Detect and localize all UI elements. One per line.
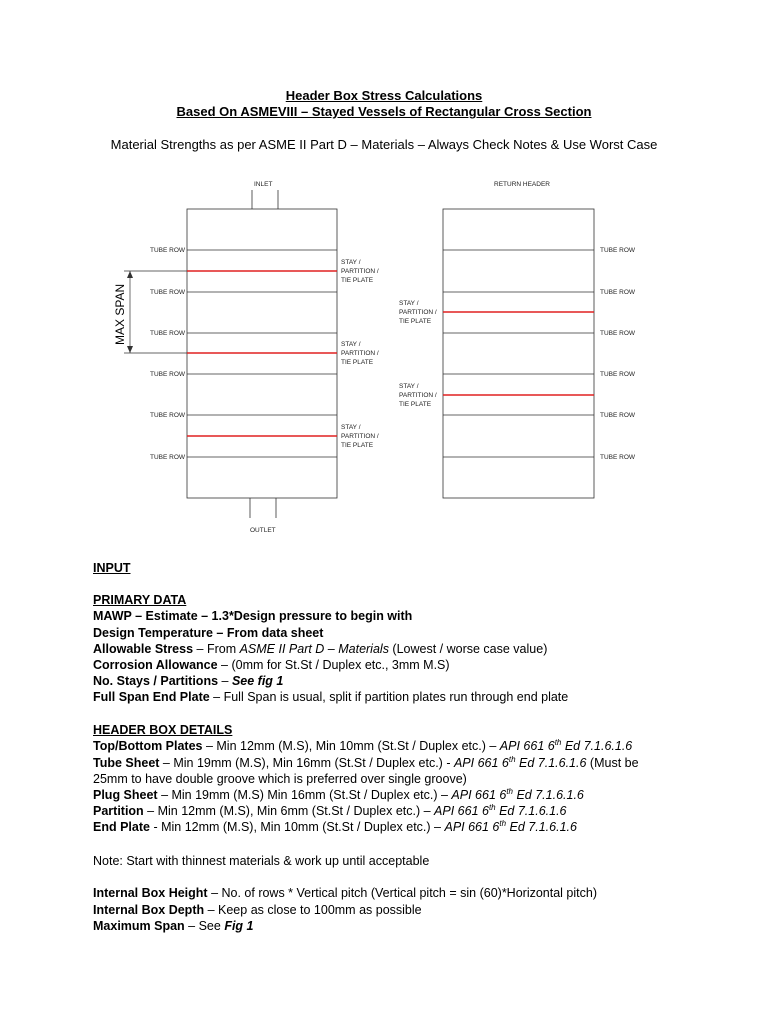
allowable-stress-note: (Lowest / worse case value) bbox=[388, 642, 548, 656]
return-header-label: RETURN HEADER bbox=[494, 181, 550, 188]
tube-row-label: TUBE ROW bbox=[150, 371, 186, 378]
stays-dash: – bbox=[218, 674, 232, 688]
plug-sheet-text: – Min 19mm (M.S) Min 16mm (St.St / Duplex etc.) – bbox=[157, 788, 452, 802]
end-plate-detail-line bbox=[93, 820, 577, 834]
tube-row-label: TUBE ROW bbox=[150, 454, 186, 461]
tube-row-label: TUBE ROW bbox=[150, 412, 186, 419]
subtitle: Material Strengths as per ASME II Part D – Materials – Always Check Notes & Use Worst Case bbox=[110, 137, 658, 152]
left-header-box bbox=[113, 181, 379, 534]
maximum-span-label: Maximum Span bbox=[93, 919, 185, 933]
header-box-details-heading: HEADER BOX DETAILS bbox=[93, 723, 233, 737]
stay-label: TIE PLATE bbox=[399, 401, 432, 408]
tube-sheet-text: – Min 19mm (M.S), Min 16mm (St.St / Duplex etc.) - bbox=[159, 756, 454, 770]
tube-row-label: TUBE ROW bbox=[600, 247, 636, 254]
maximum-span-ref: Fig 1 bbox=[224, 919, 254, 933]
tube-sheet-note: (Must be bbox=[586, 756, 639, 770]
stay-label: TIE PLATE bbox=[399, 318, 432, 325]
tube-row-label: TUBE ROW bbox=[600, 289, 636, 296]
end-plate-label: Full Span End Plate bbox=[93, 690, 210, 704]
corrosion-text: – (0mm for St.St / Duplex etc., 3mm M.S) bbox=[217, 658, 450, 672]
stay-label: STAY / bbox=[341, 259, 361, 266]
end-plate-text: – Full Span is usual, split if partition plates run through end plate bbox=[209, 690, 569, 704]
stay-label: TIE PLATE bbox=[341, 442, 374, 449]
tube-sheet-label: Tube Sheet bbox=[93, 756, 160, 770]
internal-box-depth-line bbox=[93, 903, 422, 917]
top-bottom-text: – Min 12mm (M.S), Min 10mm (St.St / Duplex etc.) – bbox=[202, 739, 500, 753]
api-ref: API 661 6th Ed 7.1.6.1.6 bbox=[444, 818, 577, 834]
corrosion-label: Corrosion Allowance bbox=[93, 658, 218, 672]
tube-row-label: TUBE ROW bbox=[600, 454, 636, 461]
plug-sheet-line bbox=[93, 788, 584, 802]
stay-label: STAY / bbox=[399, 383, 419, 390]
allowable-stress-label: Allowable Stress bbox=[93, 642, 194, 656]
design-temp-line bbox=[93, 626, 323, 640]
allowable-stress-text: – From bbox=[193, 642, 240, 656]
mawp-line bbox=[93, 609, 412, 623]
api-ref: API 661 6th Ed 7.1.6.1.6 bbox=[434, 802, 567, 818]
stay-label: STAY / bbox=[341, 341, 361, 348]
inlet-label: INLET bbox=[254, 181, 273, 188]
tube-sheet-line bbox=[93, 756, 639, 770]
stay-label: STAY / bbox=[341, 424, 361, 431]
corrosion-line bbox=[93, 658, 450, 672]
maximum-span-line bbox=[93, 919, 253, 933]
stay-label: TIE PLATE bbox=[341, 359, 374, 366]
mawp-text: MAWP – Estimate – 1.3*Design pressure to begin with bbox=[93, 609, 413, 623]
allowable-stress-ref: ASME II Part D – Materials bbox=[239, 642, 389, 656]
partition-text: – Min 12mm (M.S), Min 6mm (St.St / Duplex etc.) – bbox=[143, 804, 435, 818]
internal-box-height-line bbox=[93, 886, 597, 900]
api-ref: API 661 6th Ed 7.1.6.1.6 bbox=[451, 786, 584, 802]
tube-row-label: TUBE ROW bbox=[600, 330, 636, 337]
end-plate-detail-label: End Plate bbox=[93, 820, 150, 834]
internal-box-height-text: – No. of rows * Vertical pitch (Vertical pitch = sin (60)*Horizontal pitch) bbox=[207, 886, 597, 900]
partition-label: Partition bbox=[93, 804, 144, 818]
plug-sheet-label: Plug Sheet bbox=[93, 788, 158, 802]
stay-label: STAY / bbox=[399, 300, 419, 307]
top-bottom-label: Top/Bottom Plates bbox=[93, 739, 203, 753]
title-line-2: Based On ASMEVIII – Stayed Vessels of Rectangular Cross Section bbox=[176, 104, 592, 119]
end-plate-detail-text: - Min 12mm (M.S), Min 10mm (St.St / Duplex etc.) – bbox=[149, 820, 445, 834]
return-header-box bbox=[399, 181, 636, 498]
stays-label: No. Stays / Partitions bbox=[93, 674, 219, 688]
allowable-stress-line bbox=[93, 642, 547, 656]
partition-line bbox=[93, 804, 567, 818]
stay-label: PARTITION / bbox=[399, 309, 437, 316]
input-heading: INPUT bbox=[93, 561, 131, 575]
design-temp-label: Design Temperature bbox=[93, 626, 213, 640]
top-bottom-line bbox=[93, 739, 632, 753]
tube-row-label: TUBE ROW bbox=[150, 247, 186, 254]
stay-label: PARTITION / bbox=[399, 392, 437, 399]
stay-label: PARTITION / bbox=[341, 268, 379, 275]
api-ref: API 661 6th Ed 7.1.6.1.6 bbox=[499, 737, 633, 753]
tube-row-label: TUBE ROW bbox=[150, 330, 186, 337]
stay-label: TIE PLATE bbox=[341, 277, 374, 284]
max-span-label: MAX SPAN bbox=[113, 283, 127, 345]
note-line: Note: Start with thinnest materials & work up until acceptable bbox=[93, 854, 430, 868]
internal-box-height-label: Internal Box Height bbox=[93, 886, 208, 900]
stays-ref: See fig 1 bbox=[231, 674, 284, 688]
tube-row-label: TUBE ROW bbox=[600, 371, 636, 378]
end-plate-line bbox=[93, 690, 568, 704]
primary-data-heading: PRIMARY DATA bbox=[93, 593, 187, 607]
stay-label: PARTITION / bbox=[341, 350, 379, 357]
outlet-label: OUTLET bbox=[250, 527, 276, 534]
maximum-span-text: – See bbox=[184, 919, 225, 933]
tube-row-label: TUBE ROW bbox=[600, 412, 636, 419]
tube-sheet-cont: 25mm to have double groove which is preferred over single groove) bbox=[93, 772, 467, 786]
design-temp-text: – From data sheet bbox=[212, 626, 324, 640]
api-ref: API 661 6th Ed 7.1.6.1.6 bbox=[453, 754, 587, 770]
title-line-1: Header Box Stress Calculations bbox=[285, 88, 483, 103]
stay-label: PARTITION / bbox=[341, 433, 379, 440]
internal-box-depth-text: – Keep as close to 100mm as possible bbox=[204, 903, 422, 917]
internal-box-depth-label: Internal Box Depth bbox=[93, 903, 205, 917]
stays-line bbox=[93, 674, 283, 688]
tube-row-label: TUBE ROW bbox=[150, 289, 186, 296]
